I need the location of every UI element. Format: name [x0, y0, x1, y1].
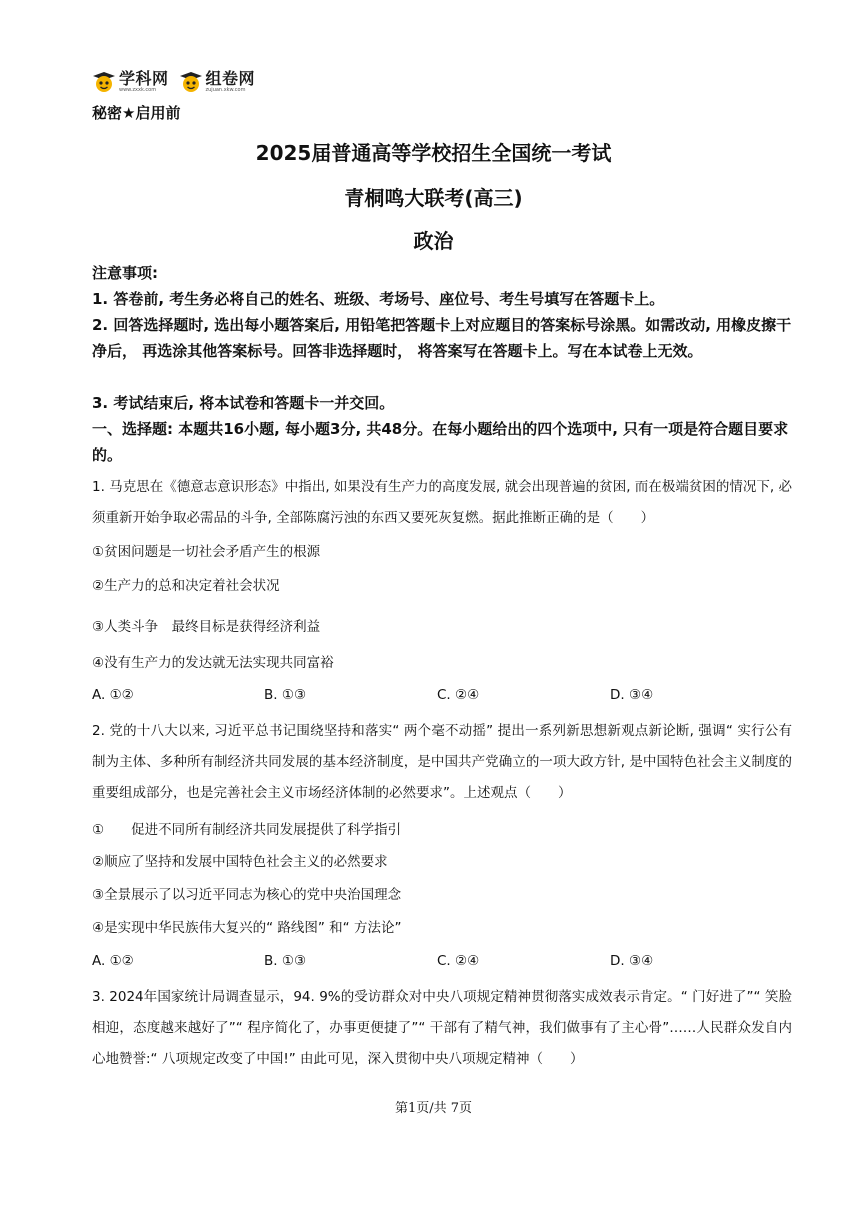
notice-item: 3. 考试结束后, 将本试卷和答题卡一并交回。 [92, 394, 395, 412]
question-option: ③人类斗争 最终目标是获得经济利益 [92, 619, 321, 635]
mascot-icon [179, 71, 203, 93]
answer-choices [92, 687, 792, 707]
choice-b: B. ①③ [264, 687, 307, 703]
logo-bar [92, 70, 255, 94]
zujuan-logo [179, 71, 256, 93]
subject-title: 政治 [413, 229, 454, 253]
question-stem: 2. 党的十八大以来, 习近平总书记围绕坚持和落实“ 两个毫不动摇” 提出一系列新思想新观点新论断, 强调“ 实行公有制为主体、多种所有制经济共同发展的基本经济制度，是中国共产党确立的一项大政方针, 是中国特色社会主义制度的重要组成部分，也是完善社会主义市场经济体制的必然要求”。上述观点（ ） [92, 723, 792, 801]
choice-c: C. ②④ [437, 687, 480, 703]
question-option: ①贫困问题是一切社会矛盾产生的根源 [92, 544, 321, 560]
mascot-icon [92, 71, 116, 93]
choice-b: B. ①③ [264, 953, 307, 969]
question-option: ① 促进不同所有制经济共同发展提供了科学指引 [92, 822, 402, 838]
zxxk-logo [92, 71, 169, 93]
question-option: ③全景展示了以习近平同志为核心的党中央治国理念 [92, 887, 402, 903]
logo-url: zujuan.xkw.com [205, 87, 246, 93]
question-option: ②生产力的总和决定着社会状况 [92, 578, 280, 594]
logo-text: 组卷网 [205, 69, 256, 88]
league-title: 青桐鸣大联考(高三) [344, 186, 523, 210]
answer-choices [92, 953, 792, 973]
question-option: ④是实现中华民族伟大复兴的“ 路线图” 和“ 方法论” [92, 920, 402, 936]
logo-url: www.zxxk.com [119, 87, 157, 93]
logo-text: 学科网 [119, 69, 169, 88]
notice-item: 2. 回答选择题时, 选出每小题答案后, 用铅笔把答题卡上对应题目的答案标号涂黑。如需改动, 用橡皮擦干净后， 再选涂其他答案标号。回答非选择题时， 将答案写在答题卡上。写在本试卷上无效。 [92, 316, 792, 360]
exam-title: 2025届普通高等学校招生全国统一考试 [255, 141, 612, 165]
question-stem: 1. 马克思在《德意志意识形态》中指出, 如果没有生产力的高度发展, 就会出现普遍的贫困, 而在极端贫困的情况下, 必须重新开始争取必需品的斗争, 全部陈腐污浊的东西又要死灰复燃。据此推断正确的是（ ） [92, 479, 792, 526]
section-heading: 一、选择题: 本题共16小题, 每小题3分, 共48分。在每小题给出的四个选项中, 只有一项是符合题目要求的。 [92, 420, 789, 464]
question-option: ④没有生产力的发达就无法实现共同富裕 [92, 655, 334, 671]
question-option: ②顺应了坚持和发展中国特色社会主义的必然要求 [92, 854, 388, 870]
question-stem: 3. 2024年国家统计局调查显示，94. 9%的受访群众对中央八项规定精神贯彻落实成效表示肯定。“ 门好进了”“ 笑脸相迎，态度越来越好了”“ 程序简化了，办事更便捷了”“ 干部有了精气神，我们做事有了主心骨”……人民群众发自内心地赞誉:“ 八项规定改变了中国!” 由此可见，深入贯彻中央八项规定精神（ ） [92, 989, 792, 1067]
choice-a: A. ①② [92, 953, 134, 969]
confidential-mark: 秘密★启用前 [92, 104, 181, 122]
choice-a: A. ①② [92, 687, 134, 703]
choice-d: D. ③④ [610, 687, 654, 703]
notice-heading: 注意事项: [92, 264, 158, 282]
choice-c: C. ②④ [437, 953, 480, 969]
page-footer: 第1页/共 7页 [394, 1101, 473, 1116]
notice-item: 1. 答卷前, 考生务必将自己的姓名、班级、考场号、座位号、考生号填写在答题卡上。 [92, 290, 665, 308]
choice-d: D. ③④ [610, 953, 654, 969]
